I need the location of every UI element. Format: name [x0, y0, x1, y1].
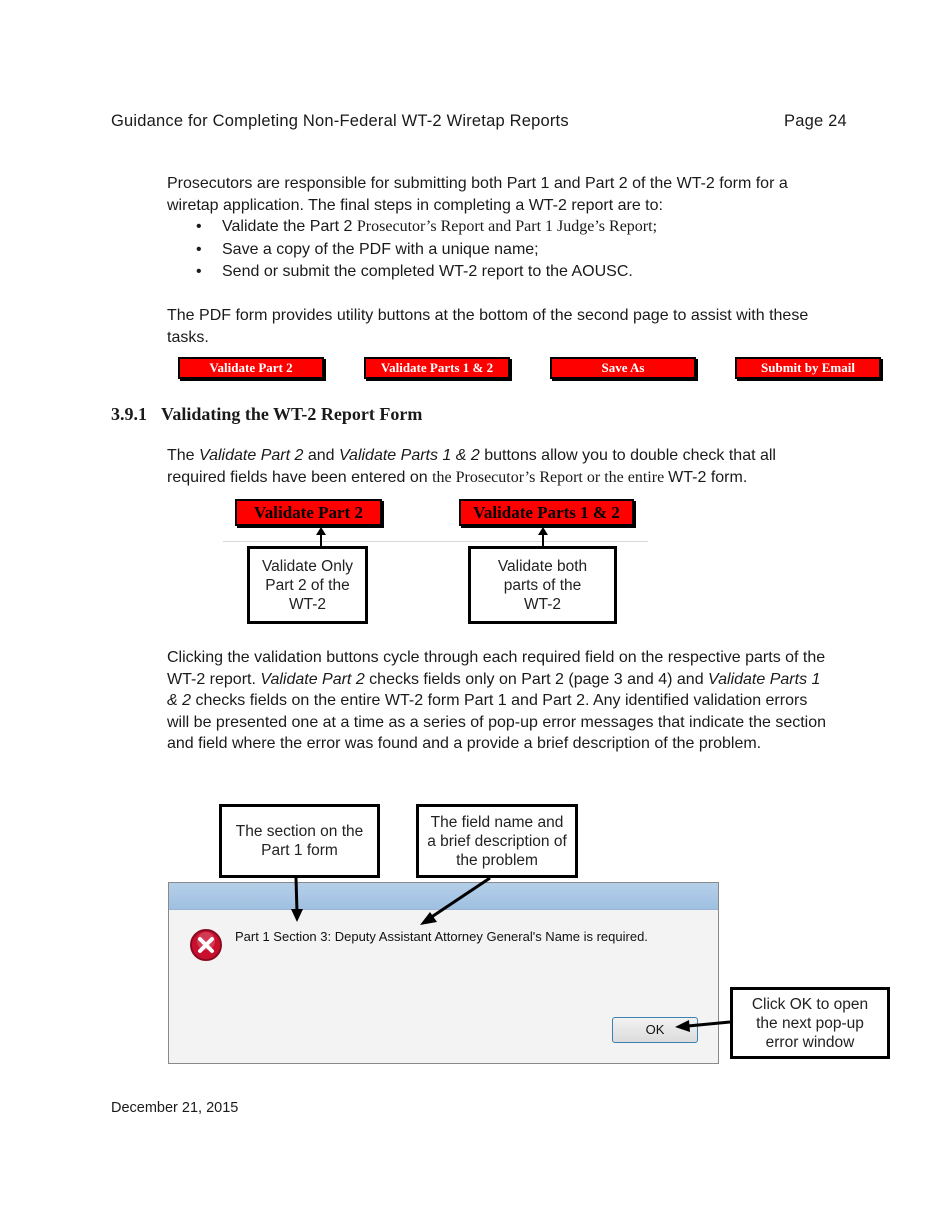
callout-click-ok: Click OK to open the next pop-up error window: [730, 987, 890, 1059]
page-number: Page 24: [784, 112, 847, 130]
validate-parts-1-2-figure-button: Validate Parts 1 & 2: [459, 499, 634, 526]
arrow-section: [296, 878, 297, 912]
validate-paragraph: The Validate Part 2 and Validate Parts 1 & 2 buttons allow you to double check that all required fields have been entered on the Prosecutor’s Report or the entire WT-2 form.: [167, 447, 776, 486]
callout-field-description: The field name and a brief description of the problem: [416, 804, 578, 878]
section-title: Validating the WT-2 Report Form: [161, 404, 423, 424]
submit-by-email-button[interactable]: Submit by Email: [735, 357, 881, 379]
list-item: • Send or submit the completed WT-2 report to the AOUSC.: [194, 261, 834, 284]
validate-parts-1-2-button[interactable]: Validate Parts 1 & 2: [364, 357, 510, 379]
arrow-field: [430, 878, 490, 918]
list-item: • Validate the Part 2 Prosecutor’s Report and Part 1 Judge’s Report;: [194, 216, 834, 239]
save-as-button[interactable]: Save As: [550, 357, 696, 379]
intro-paragraph: Prosecutors are responsible for submitting both Part 1 and Part 2 of the WT-2 form for a wiretap application. The final steps in completing a WT-2 report are to:: [167, 175, 788, 214]
section-number: 3.9.1: [111, 404, 147, 424]
ok-button[interactable]: OK: [612, 1017, 698, 1043]
arrow-section-head: [291, 909, 303, 922]
validate-part2-button[interactable]: Validate Part 2: [178, 357, 324, 379]
arrow-ok-head: [675, 1020, 690, 1032]
utility-paragraph: The PDF form provides utility buttons at the bottom of the second page to assist with these tasks.: [167, 307, 809, 346]
validation-explanation-paragraph: Clicking the validation buttons cycle through each required field on the respective parts of the WT-2 report. Validate Part 2 checks fields only on Part 2 (page 3 and 4) and Validate Parts 1 & 2 checks fields on the entire WT-2 form Part 1 and Part 2. Any identified validation errors will be presented one at a time as a series of pop-up error messages that indicate the section and field where the error was found and a provide a brief description of the problem.: [167, 649, 827, 752]
callout-validate-only-part2: Validate Only Part 2 of the WT-2: [247, 546, 368, 624]
list-item: • Save a copy of the PDF with a unique name;: [194, 239, 834, 262]
footer-date: December 21, 2015: [111, 1100, 239, 1116]
callout-validate-both-parts: Validate both parts of the WT-2: [468, 546, 617, 624]
error-message: Part 1 Section 3: Deputy Assistant Attorney General's Name is required.: [235, 929, 648, 944]
validate-part2-figure-button: Validate Part 2: [235, 499, 382, 526]
arrow-ok: [688, 1022, 730, 1026]
callout-section-part1: The section on the Part 1 form: [219, 804, 380, 878]
running-header-title: Guidance for Completing Non-Federal WT-2 Wiretap Reports: [111, 112, 569, 130]
